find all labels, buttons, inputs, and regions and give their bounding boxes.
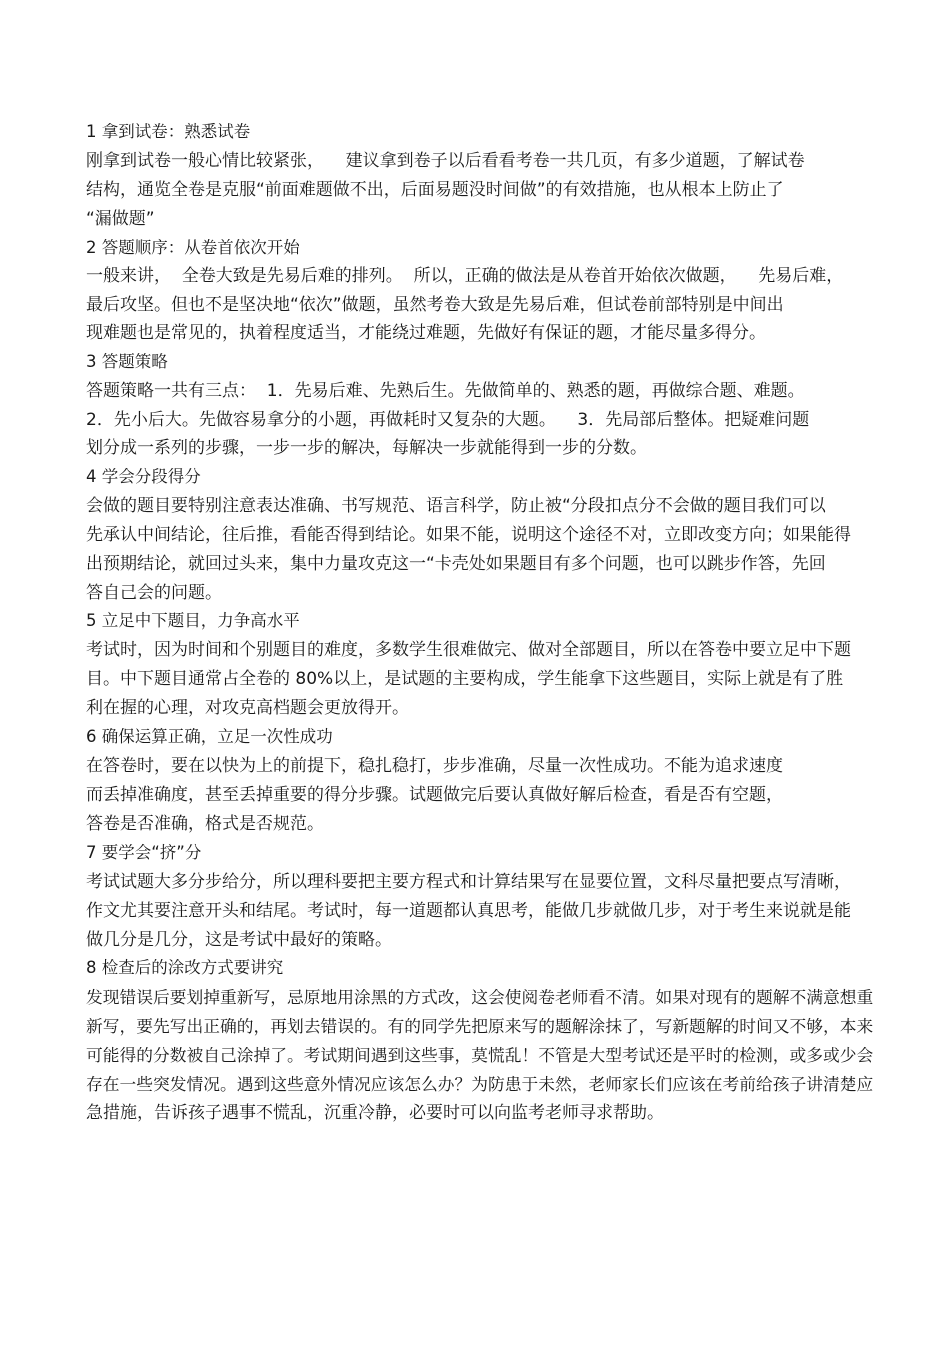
section-3-line-3: 划分成一系列的步骤，一步一步的解决，每解决一步就能得到一步的分数。 (86, 438, 647, 458)
section-3-line-2: 2．先小后大。先做容易拿分的小题，再做耗时又复杂的大题。 3．先局部后整体。把疑难问题 (86, 410, 810, 430)
section-4-line-1: 会做的题目要特别注意表达准确、书写规范、语言科学，防止被“分段扣点分不会做的题目我们可以 (86, 496, 826, 516)
section-1-line-2: 结构，通览全卷是克服“前面难题做不出，后面易题没时间做”的有效措施，也从根本上防止了 (86, 180, 784, 200)
section-8-line-3: 可能得的分数被自己涂掉了。考试期间遇到这些事，莫慌乱！不管是大型考试还是平时的检测，或多或少会 (86, 1045, 874, 1065)
section-8-line-5: 急措施，告诉孩子遇事不慌乱，沉重冷静，必要时可以向监考老师寻求帮助。 (86, 1103, 664, 1123)
section-8-heading: 8 检查后的涂改方式要讲究 (86, 958, 284, 977)
section-2-line-3: 现难题也是常见的，执着程度适当，才能绕过难题，先做好有保证的题，才能尽量多得分。 (86, 323, 766, 343)
section-6-heading: 6 确保运算正确，立足一次性成功 (86, 727, 333, 746)
section-4-line-4: 答自己会的问题。 (86, 583, 222, 603)
section-4-line-2: 先承认中间结论，往后推，看能否得到结论。如果不能，说明这个途径不对，立即改变方向；如果能得 (86, 525, 851, 545)
section-7-line-1: 考试试题大多分步给分，所以理科要把主要方程式和计算结果写在显要位置，文科尽量把要点写清晰， (86, 872, 851, 892)
section-1-line-1: 刚拿到试卷一般心情比较紧张， 建议拿到卷子以后看看考卷一共几页，有多少道题，了解试卷 (86, 151, 805, 171)
section-8-line-1: 发现错误后要划掉重新写，忌原地用涂黑的方式改，这会使阅卷老师看不清。如果对现有的题解不满意想重 (86, 987, 874, 1007)
section-3-heading: 3 答题策略 (86, 352, 168, 371)
section-2-line-2: 最后攻坚。但也不是坚决地“依次”做题，虽然考卷大致是先易后难，但试卷前部特别是中间出 (86, 295, 784, 315)
section-3-line-1: 答题策略一共有三点： 1．先易后难、先熟后生。先做简单的、熟悉的题，再做综合题、难题。 (86, 381, 805, 401)
section-6-line-1: 在答卷时，要在以快为上的前提下，稳扎稳打，步步准确，尽量一次性成功。不能为追求速度 (86, 756, 783, 776)
section-4-heading: 4 学会分段得分 (86, 467, 201, 486)
section-8-line-2: 新写，要先写出正确的，再划去错误的。有的同学先把原来写的题解涂抹了，写新题解的时间又不够，本来 (86, 1016, 874, 1036)
section-7-line-2: 作文尤其要注意开头和结尾。考试时，每一道题都认真思考，能做几步就做几步，对于考生来说就是能 (86, 901, 851, 921)
section-4-line-3: 出预期结论，就回过头来，集中力量攻克这一“卡壳处如果题目有多个问题，也可以跳步作答，先回 (86, 554, 826, 574)
section-6-line-2: 而丢掉准确度，甚至丢掉重要的得分步骤。试题做完后要认真做好解后检查，看是否有空题， (86, 785, 783, 805)
section-5-line-2: 目。中下题目通常占全卷的 80%以上，是试题的主要构成，学生能拿下这些题目，实际上就是有了胜 (86, 669, 844, 689)
section-5-line-1: 考试时，因为时间和个别题目的难度，多数学生很难做完、做对全部题目，所以在答卷中要立足中下题 (86, 640, 851, 660)
section-1-line-3: “漏做题” (86, 209, 155, 229)
section-7-heading: 7 要学会“挤”分 (86, 843, 202, 862)
section-5-heading: 5 立足中下题目，力争高水平 (86, 611, 300, 630)
section-8-line-4: 存在一些突发情况。遇到这些意外情况应该怎么办？为防患于未然，老师家长们应该在考前给孩子讲清楚应 (86, 1074, 874, 1094)
section-7-line-3: 做几分是几分，这是考试中最好的策略。 (86, 930, 392, 950)
section-5-line-3: 利在握的心理，对攻克高档题会更放得开。 (86, 698, 409, 718)
section-2-heading: 2 答题顺序：从卷首依次开始 (86, 238, 300, 257)
section-1-heading: 1 拿到试卷：熟悉试卷 (86, 122, 251, 141)
section-6-line-3: 答卷是否准确，格式是否规范。 (86, 814, 324, 834)
section-2-line-1: 一般来讲， 全卷大致是先易后难的排列。 所以，正确的做法是从卷首开始依次做题， 先易后难， (86, 266, 844, 286)
